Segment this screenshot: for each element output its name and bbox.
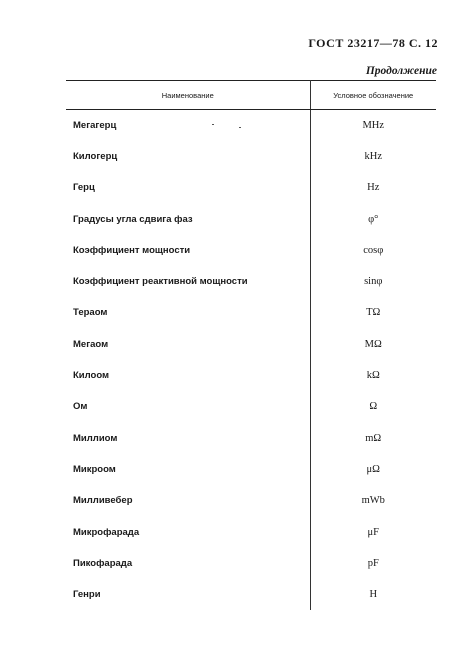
unit-symbol: MΩ — [364, 338, 382, 350]
table-row — [66, 172, 436, 203]
unit-name: Тераом — [66, 297, 310, 328]
table-row — [66, 110, 436, 141]
table-row — [66, 203, 436, 234]
unit-symbol: pF — [367, 557, 379, 569]
unit-symbol: μΩ — [366, 463, 380, 475]
unit-symbol: kHz — [364, 150, 382, 162]
unit-symbol: H — [369, 589, 378, 601]
table-header-row — [66, 81, 436, 110]
table-row — [66, 297, 436, 328]
table-row — [66, 360, 436, 391]
table-row — [66, 422, 436, 453]
unit-symbol: MHz — [362, 119, 385, 131]
column-header-symbol: Условное обозначение — [310, 81, 436, 110]
table-row — [66, 141, 436, 172]
unit-symbol: mΩ — [365, 432, 382, 444]
table-row — [66, 485, 436, 516]
unit-name: Ом — [66, 391, 310, 422]
units-table — [66, 80, 436, 610]
unit-name: Коэффициент реактивной мощности — [66, 266, 310, 297]
table-row — [66, 235, 436, 266]
unit-name: Пикофарада — [66, 548, 310, 579]
table-row — [66, 329, 436, 360]
unit-name: Герц — [66, 172, 310, 203]
unit-name: Микрофарада — [66, 516, 310, 547]
unit-name: Милливебер — [66, 485, 310, 516]
unit-name: Микроом — [66, 454, 310, 485]
table-row — [66, 516, 436, 547]
table-body — [66, 110, 436, 611]
continuation-label: Продолжение — [365, 65, 437, 77]
table-row — [66, 391, 436, 422]
page-reference: ГОСТ 23217—78 С. 12 — [308, 36, 438, 50]
unit-symbol: Hz — [367, 182, 380, 194]
unit-name: Килогерц — [66, 141, 310, 172]
unit-symbol: sinφ — [364, 276, 383, 288]
unit-symbol: μF — [367, 526, 379, 538]
unit-name: Градусы угла сдвига фаз — [66, 203, 310, 234]
unit-name: Коэффициент мощности — [66, 235, 310, 266]
unit-name: Миллиом — [66, 422, 310, 453]
unit-symbol: cosφ — [363, 244, 384, 256]
table-row — [66, 548, 436, 579]
table-row — [66, 579, 436, 610]
unit-symbol: kΩ — [366, 370, 380, 382]
unit-name: Мегаом — [66, 329, 310, 360]
column-header-name: Наименование — [66, 81, 310, 110]
table-row — [66, 454, 436, 485]
unit-symbol: φ° — [368, 213, 379, 225]
unit-name: Генри — [66, 579, 310, 610]
unit-symbol: Ω — [369, 401, 378, 413]
table-row — [66, 266, 436, 297]
unit-symbol: TΩ — [366, 307, 381, 319]
unit-symbol: mWb — [361, 495, 385, 507]
unit-name: Мегагерц — [66, 110, 310, 141]
unit-name: Килоом — [66, 360, 310, 391]
